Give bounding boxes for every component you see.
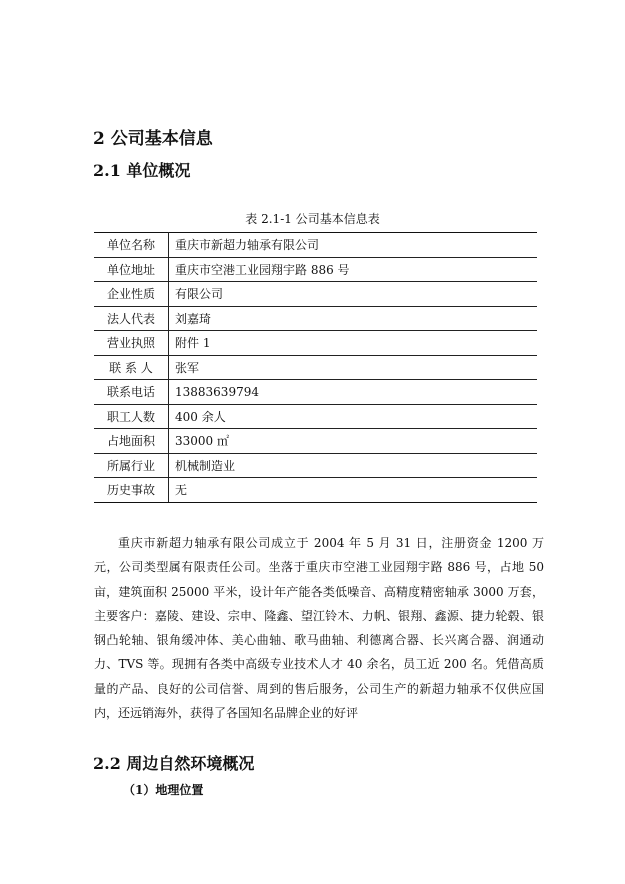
- table-row: [94, 257, 537, 282]
- table-row: [94, 404, 537, 429]
- paragraph-text: 重庆市新超力轴承有限公司成立于 2004 年 5 月 31 日，注册资金 1200 万元，公司类型属有限责任公司。坐落于重庆市空港工业园翔宇路 886 号，占地 50 亩，建筑面积 25000 平米，设计年产能各类低噪音、高精度精密轴承 3000 万套，主要客户：嘉陵、建设、宗申、隆鑫、望江铃木、力帆、银翔、鑫源、捷力轮毂、银钢凸轮轴、银角缓冲体、美心曲轴、歌马曲轴、利德离合器、长兴离合器、润通动力、TVS 等。现拥有各类中高级专业技术人才 40 余名，员工近 200 名。凭借高质量的产品、良好的公司信誉、周到的售后服务，公司生产的新超力轴承不仅供应国内，还远销海外，获得了各国知名品牌企业的好评: [94, 536, 544, 721]
- table-cell-value: 13883639794: [169, 380, 538, 405]
- table-cell-key: 历史事故: [94, 478, 169, 503]
- sub-subheading-geography: （1）地理位置: [123, 783, 204, 797]
- table-cell-key: 法人代表: [94, 306, 169, 331]
- table-cell-value: 有限公司: [169, 282, 538, 307]
- table-cell-key: 联系电话: [94, 380, 169, 405]
- table-row: [94, 453, 537, 478]
- table-cell-value: 机械制造业: [169, 453, 538, 478]
- table-cell-value: 附件 1: [169, 331, 538, 356]
- table-cell-value: 重庆市新超力轴承有限公司: [169, 233, 538, 258]
- table-row: [94, 282, 537, 307]
- table-row: [94, 233, 537, 258]
- table-row: [94, 355, 537, 380]
- table-cell-value: 33000 ㎡: [169, 429, 538, 454]
- table-caption: 表 2.1-1 公司基本信息表: [245, 212, 380, 226]
- table-row: [94, 306, 537, 331]
- table-cell-key: 职工人数: [94, 404, 169, 429]
- table-cell-key: 营业执照: [94, 331, 169, 356]
- table-cell-value: 无: [169, 478, 538, 503]
- company-description-paragraph: [94, 531, 544, 725]
- table-row: [94, 429, 537, 454]
- table-cell-key: 单位地址: [94, 257, 169, 282]
- table-row: [94, 331, 537, 356]
- table-row: [94, 380, 537, 405]
- section-heading-company-info: 2 公司基本信息: [93, 129, 213, 149]
- company-info-table: [94, 232, 537, 503]
- table-cell-value: 刘嘉琦: [169, 306, 538, 331]
- table-row: [94, 478, 537, 503]
- table-cell-value: 重庆市空港工业园翔宇路 886 号: [169, 257, 538, 282]
- table-cell-key: 占地面积: [94, 429, 169, 454]
- table-cell-key: 联 系 人: [94, 355, 169, 380]
- table-cell-value: 400 余人: [169, 404, 538, 429]
- table-cell-key: 所属行业: [94, 453, 169, 478]
- subsection-heading-unit-overview: 2.1 单位概况: [93, 161, 191, 180]
- subsection-heading-environment: 2.2 周边自然环境概况: [93, 754, 255, 773]
- table-cell-value: 张军: [169, 355, 538, 380]
- table-cell-key: 单位名称: [94, 233, 169, 258]
- table-cell-key: 企业性质: [94, 282, 169, 307]
